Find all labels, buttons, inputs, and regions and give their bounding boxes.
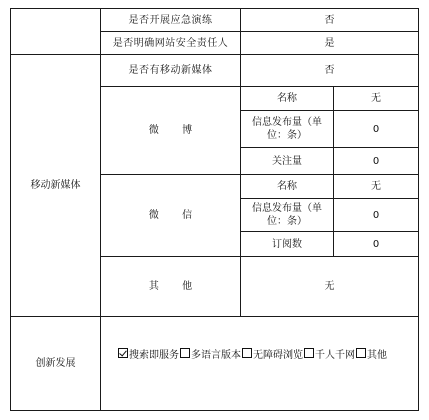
option-label: 搜索即服务: [129, 349, 179, 361]
drill-label: 是否开展应急演练: [128, 14, 213, 26]
innovation-options: [118, 344, 388, 362]
checkbox-icon[interactable]: [180, 348, 190, 358]
wechat-subs-label: 订阅数: [272, 238, 302, 250]
innovation-section-label: 创新发展: [35, 358, 76, 369]
other-label: 其 他: [148, 281, 203, 292]
wechat-posts-label: 信息发布量（单位：条）: [252, 203, 322, 227]
wechat-name-value: 无: [371, 181, 381, 192]
wechat-name-label: 名称: [277, 181, 297, 192]
weibo-follow-label: 关注量: [272, 155, 302, 167]
option-label: 其他: [367, 349, 387, 361]
option-personalized[interactable]: [304, 346, 355, 361]
responsible-label: 是否明确网站安全责任人: [112, 37, 229, 49]
option-search-as-service[interactable]: [118, 346, 179, 361]
option-label: 多语言版本: [191, 349, 241, 361]
weibo-follow-value: 0: [372, 155, 380, 167]
weibo-posts-value: 0: [372, 123, 380, 135]
wechat-posts-value: 0: [372, 209, 380, 221]
weibo-name-value: 无: [371, 93, 381, 104]
weibo-name-label: 名称: [277, 93, 297, 104]
option-multilingual[interactable]: [180, 346, 241, 361]
checkbox-icon[interactable]: [304, 348, 314, 358]
mobile-section-label: 移动新媒体: [30, 180, 81, 191]
other-value: 无: [324, 281, 335, 292]
weibo-posts-label: 信息发布量（单位：条）: [252, 117, 322, 141]
weibo-label: 微 博: [148, 125, 203, 136]
option-accessibility[interactable]: [242, 346, 303, 361]
responsible-value: 是: [324, 37, 335, 49]
wechat-label: 微 信: [148, 210, 203, 221]
checkbox-icon[interactable]: [242, 348, 252, 358]
table-border-bottom: [10, 410, 419, 411]
has-media-value: 否: [324, 65, 335, 76]
has-media-label: 是否有移动新媒体: [128, 65, 213, 76]
wechat-subs-value: 0: [372, 238, 380, 250]
checkbox-checked-icon[interactable]: [118, 348, 128, 358]
option-label: 千人千网: [315, 349, 355, 361]
option-label: 无障碍浏览: [253, 349, 303, 361]
option-other[interactable]: [356, 346, 387, 361]
checkbox-icon[interactable]: [356, 348, 366, 358]
drill-value: 否: [324, 14, 335, 26]
table-border-right: [418, 8, 419, 411]
